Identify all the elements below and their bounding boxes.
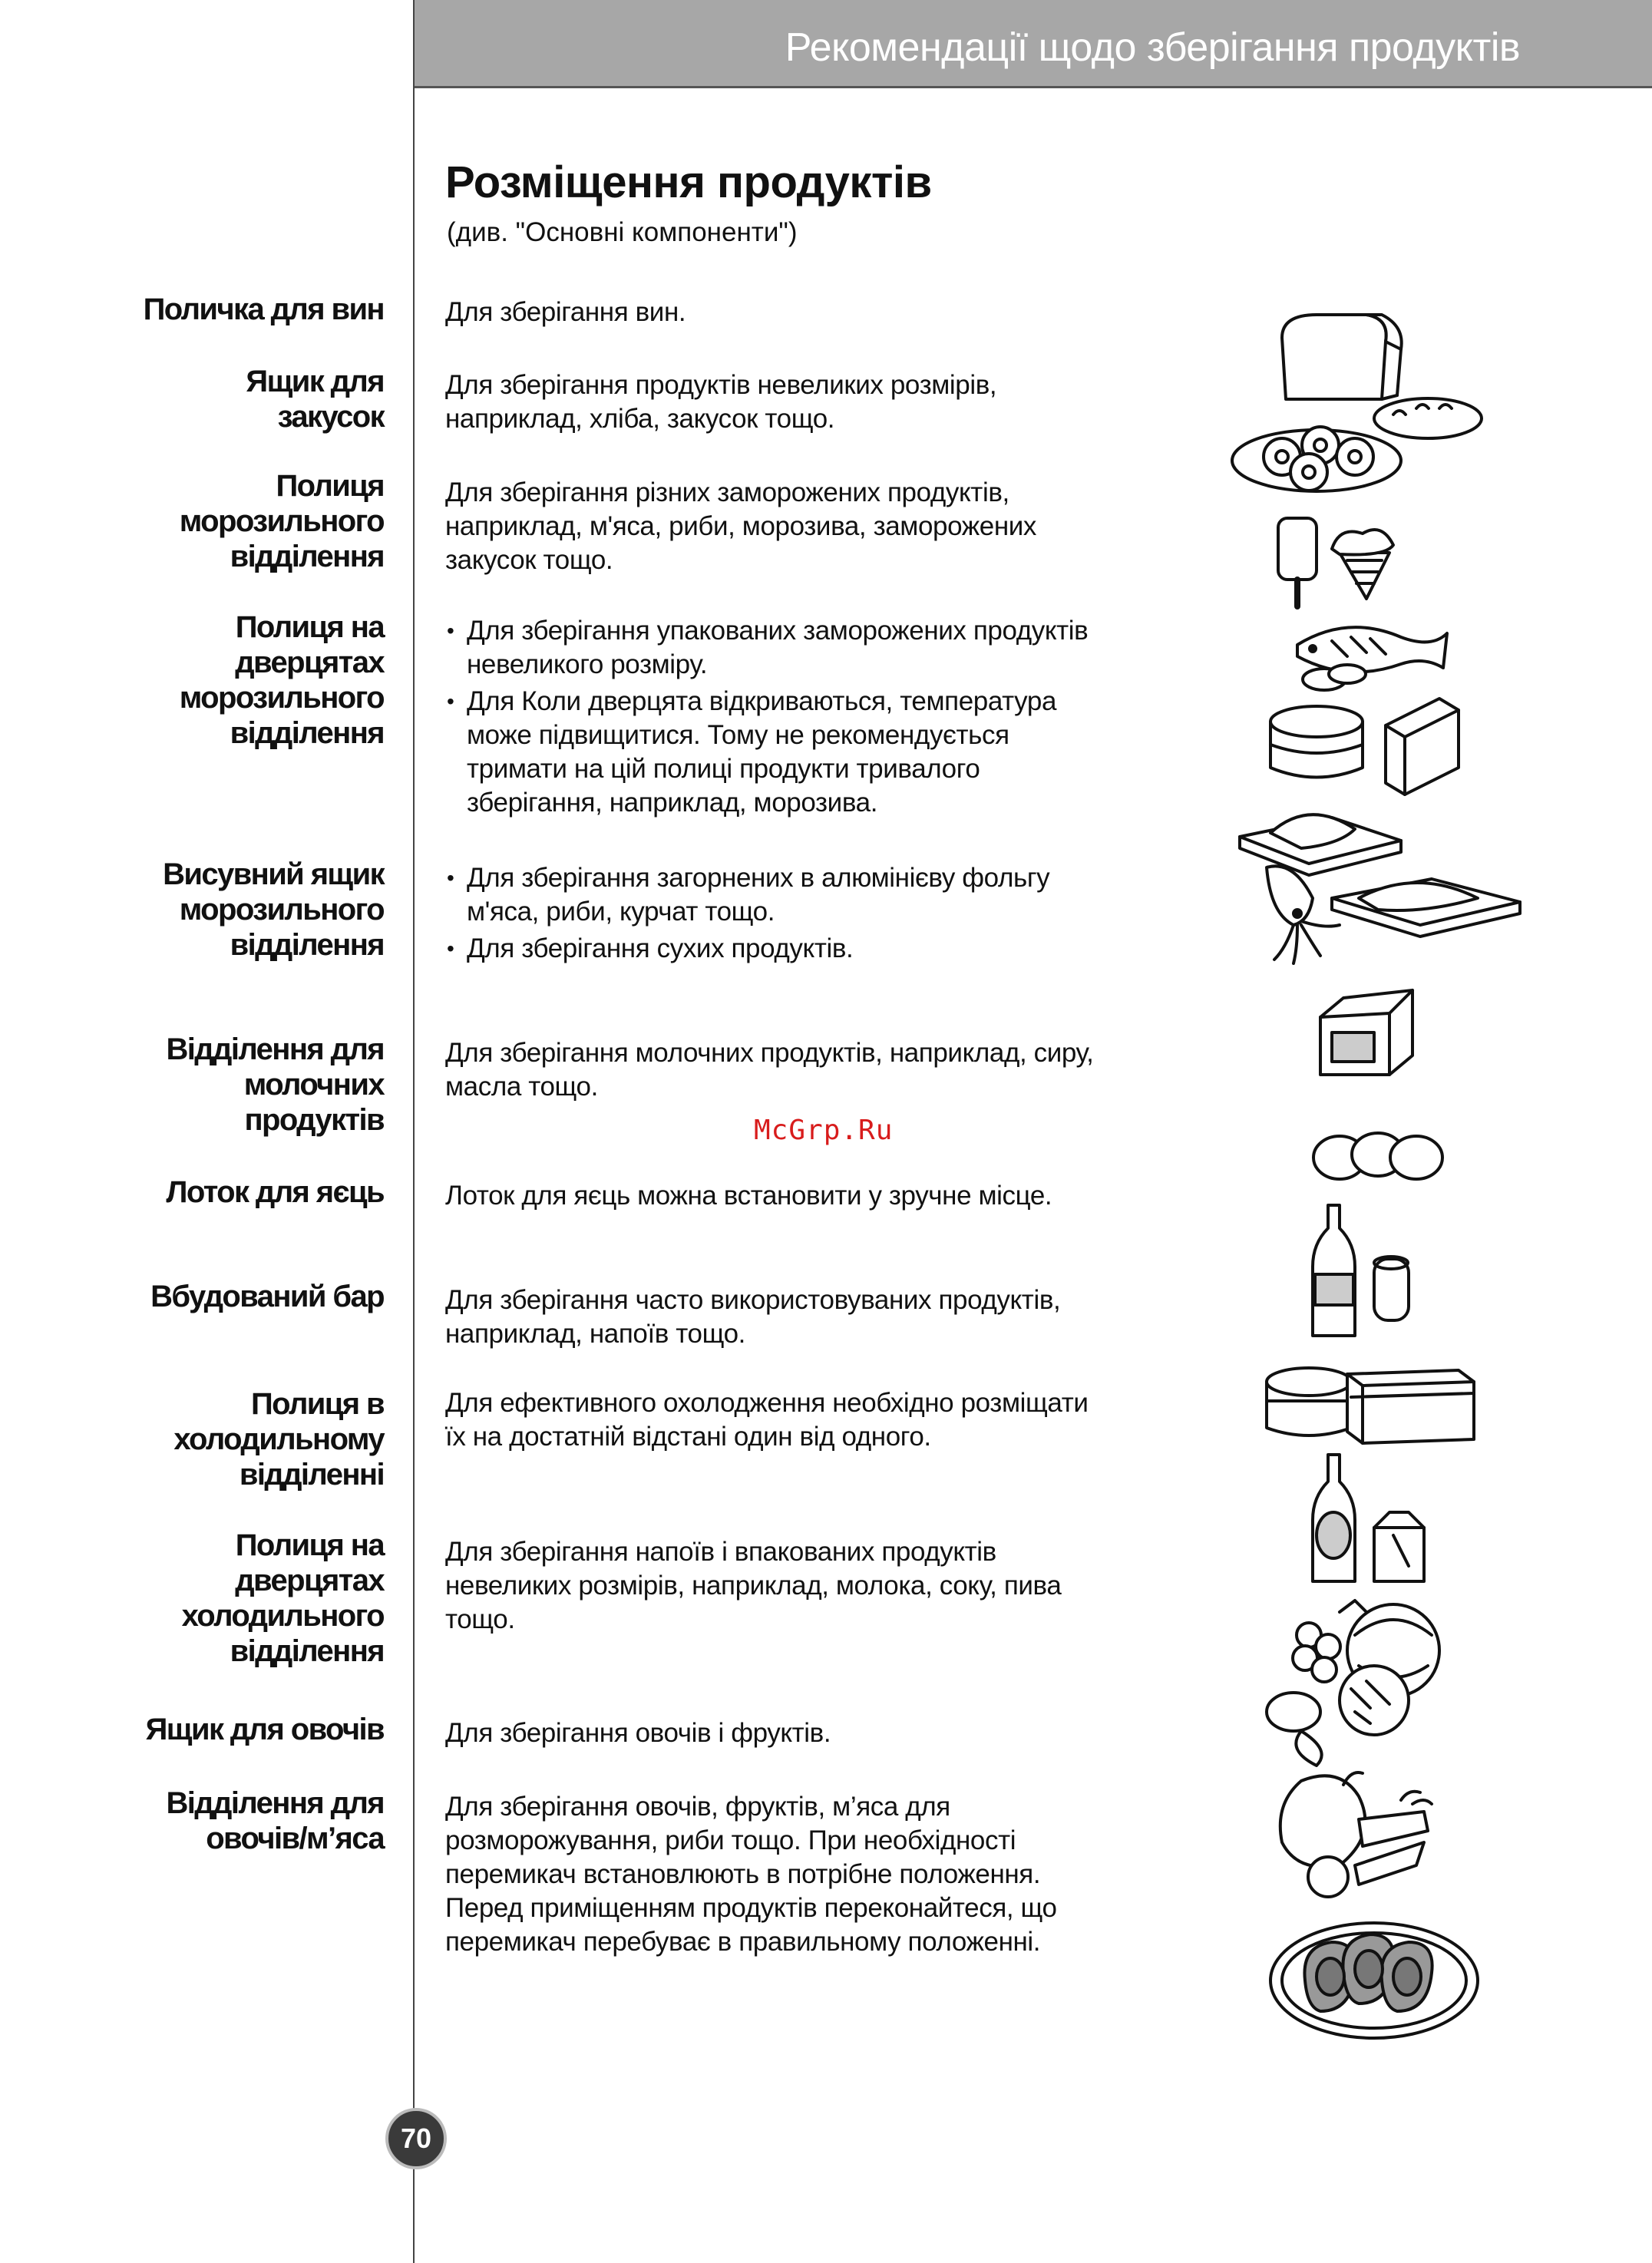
fruits-icon [1267, 1601, 1439, 1766]
column-divider [413, 0, 415, 2263]
desc-snack-drawer: Для зберігання продуктів невеликих розмірів, наприклад, хліба, закусок тощо. [445, 370, 997, 434]
eggs-icon [1313, 1133, 1442, 1179]
label-freezer-shelf: Полиця морозильного відділення [179, 469, 384, 573]
bullet-item: • Для зберігання загорнених в алюмінієву фольгу м'яса, риби, курчат тощо. [445, 861, 1182, 929]
label-vegetable-meat-compartment: Відділення для овочів/м’яса [166, 1786, 384, 1855]
desc-vegetable-meat-compartment: Для зберігання овочів, фруктів, м’яса для розморожування, риби тощо. При необхідності перемикач встановлюють в потрібне положення. Перед приміщенням продуктів переконайтеся, що перемикач перебуває в правильному положенні. [445, 1792, 1057, 1957]
squid-icon [1267, 866, 1340, 963]
food-illustrations [1224, 307, 1531, 2103]
butter-block-icon [1320, 990, 1412, 1075]
label-freezer-door-shelf: Полиця на дверцятах морозильного відділення [179, 610, 384, 750]
label-wine-shelf: Поличка для вин [143, 292, 384, 326]
desc-fridge-door-shelf: Для зберігання напоїв і впакованих продуктів невеликих розмірів, наприклад, молока, соку, пива тощо. [445, 1537, 1062, 1634]
label-egg-tray: Лоток для яєць [166, 1175, 384, 1209]
label-built-in-bar: Вбудований бар [150, 1280, 384, 1313]
bread-icon [1282, 315, 1482, 438]
meat-platter-icon [1270, 1923, 1478, 2038]
donuts-icon [1232, 427, 1401, 491]
vegetables-and-chicken-icon [1280, 1772, 1432, 1897]
canned-food-icon [1270, 699, 1459, 795]
label-fridge-shelf: Полиця в холодильному відділенні [173, 1387, 384, 1492]
label-snack-drawer: Ящик для закусок [246, 365, 384, 434]
page-title: Розміщення продуктів [445, 157, 932, 207]
desc-built-in-bar: Для зберігання часто використовуваних продуктів, наприклад, напоїв тощо. [445, 1285, 1061, 1349]
bullet-item: • Для Коли дверцята відкриваються, температура може підвищитися. Тому не рекомендується тримати на цій полиці продукти тривалого зберігання, наприклад, морозива. [445, 685, 1182, 820]
desc-dairy-compartment: Для зберігання молочних продуктів, наприклад, сиру, масла тощо. [445, 1038, 1094, 1102]
fish-icon [1297, 627, 1447, 690]
food-containers-icon [1267, 1368, 1474, 1443]
header-bar [413, 0, 1652, 88]
bullets-freezer-drawer [445, 861, 1182, 969]
label-freezer-drawer: Висувний ящик морозильного відділення [163, 857, 384, 962]
bottle-and-can-icon [1313, 1205, 1409, 1336]
bullet-item: • Для зберігання упакованих заморожених продуктів невеликого розміру. [445, 614, 1182, 682]
label-fridge-door-shelf: Полиця на дверцятах холодильного відділення [181, 1528, 384, 1668]
label-vegetable-drawer: Ящик для овочів [145, 1713, 384, 1746]
desc-fridge-shelf: Для ефективного охолодження необхідно розміщати їх на достатній відстані один від одного. [445, 1388, 1089, 1452]
page-number: 70 [385, 2108, 447, 2169]
ice-cream-icon [1278, 518, 1393, 606]
desc-egg-tray: Лоток для яєць можна встановити у зручне місце. [445, 1181, 1052, 1211]
desc-vegetable-drawer: Для зберігання овочів і фруктів. [445, 1718, 831, 1748]
bottle-and-milk-icon [1313, 1455, 1424, 1581]
bullets-freezer-door-shelf [445, 614, 1182, 823]
header-title: Рекомендації щодо зберігання продуктів [785, 25, 1520, 70]
page-subtitle: (див. "Основні компоненти") [447, 217, 798, 247]
bullet-item: • Для зберігання сухих продуктів. [445, 932, 1182, 966]
watermark: McGrp.Ru [754, 1115, 894, 1146]
label-dairy-compartment: Відділення для молочних продуктів [166, 1032, 384, 1137]
desc-freezer-shelf: Для зберігання різних заморожених продуктів, наприклад, м'яса, риби, морозива, заморожених закусок тощо. [445, 477, 1037, 575]
desc-wine-shelf: Для зберігання вин. [445, 297, 686, 327]
